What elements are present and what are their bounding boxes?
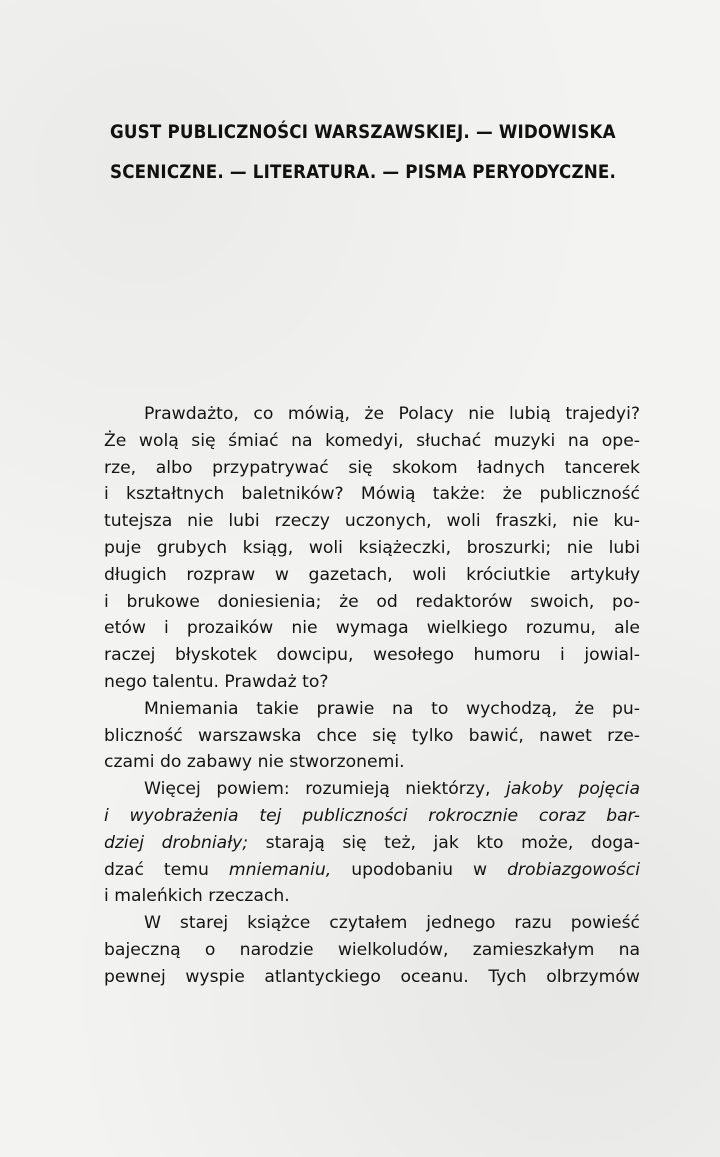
- text-line: Prawdażto, co mówią, że Polacy nie lubią trajedyi?: [144, 404, 640, 424]
- text-italic: i wyobrażenia tej publiczności rokrocznie coraz bar-: [104, 805, 640, 826]
- text-roman: Więcej powiem: rozumieją niektórzy,: [144, 779, 507, 800]
- text-line: i brukowe doniesienia; że od redaktorów swoich, po-: [104, 591, 640, 612]
- text-italic: drobiazgowości: [507, 859, 640, 880]
- text-line: długich rozpraw w gazetach, woli króciutkie artykuły: [104, 564, 640, 585]
- text-line: bliczność warszawska chce się tylko bawić, nawet rze-: [104, 725, 640, 746]
- text-line: etów i prozaików nie wymaga wielkiego rozumu, ale: [104, 618, 640, 639]
- text-line: raczej błyskotek dowcipu, wesołego humoru i jowial-: [104, 645, 640, 666]
- text-line: [104, 857, 640, 884]
- text-italic: dziej drobniały;: [104, 832, 249, 853]
- text-line: Że wolą się śmiać na komedyi, słuchać muzyki na ope-: [104, 430, 640, 451]
- text-line: nego talentu. Prawdaż to?: [104, 671, 329, 692]
- text-line: bajeczną o narodzie wielkoludów, zamieszkałym na: [104, 939, 640, 960]
- body-text: [104, 401, 640, 991]
- text-line: tutejsza nie lubi rzeczy uczonych, woli fraszki, nie ku-: [104, 511, 640, 532]
- text-line: i kształtnych baletników? Mówią także: że publiczność: [104, 484, 640, 505]
- text-line: puje grubych ksiąg, woli książeczki, broszurki; nie lubi: [104, 537, 640, 558]
- heading-line: SCENICZNE. — LITERATURA. — PISMA PERYODYCZNE.: [110, 161, 617, 183]
- text-line: W starej książce czytałem jednego razu powieść: [144, 913, 640, 934]
- text-line: [104, 776, 640, 803]
- text-line: pewnej wyspie atlantyckiego oceanu. Tych olbrzymów: [104, 966, 640, 987]
- text-line: Mniemania takie prawie na to wychodzą, że pu-: [144, 698, 640, 719]
- text-line: [104, 803, 640, 830]
- text-roman: i maleńkich rzeczach.: [104, 886, 290, 907]
- text-italic: mniemaniu,: [228, 859, 332, 880]
- text-line: rze, albo przypatrywać się skokom ładnych tancerek: [104, 457, 640, 478]
- text-line: czami do zabawy nie stworzonemi.: [104, 752, 405, 773]
- text-line: [104, 883, 640, 910]
- text-roman: dzać temu: [104, 859, 229, 880]
- text-roman: upodobaniu w: [331, 859, 508, 880]
- chapter-heading: [110, 112, 617, 192]
- text-italic: jakoby pojęcia: [506, 779, 640, 800]
- heading-line: GUST PUBLICZNOŚCI WARSZAWSKIEJ. — WIDOWISKA: [110, 121, 616, 143]
- text-line: [104, 830, 640, 857]
- text-roman: starają się też, jak kto może, doga-: [248, 832, 640, 853]
